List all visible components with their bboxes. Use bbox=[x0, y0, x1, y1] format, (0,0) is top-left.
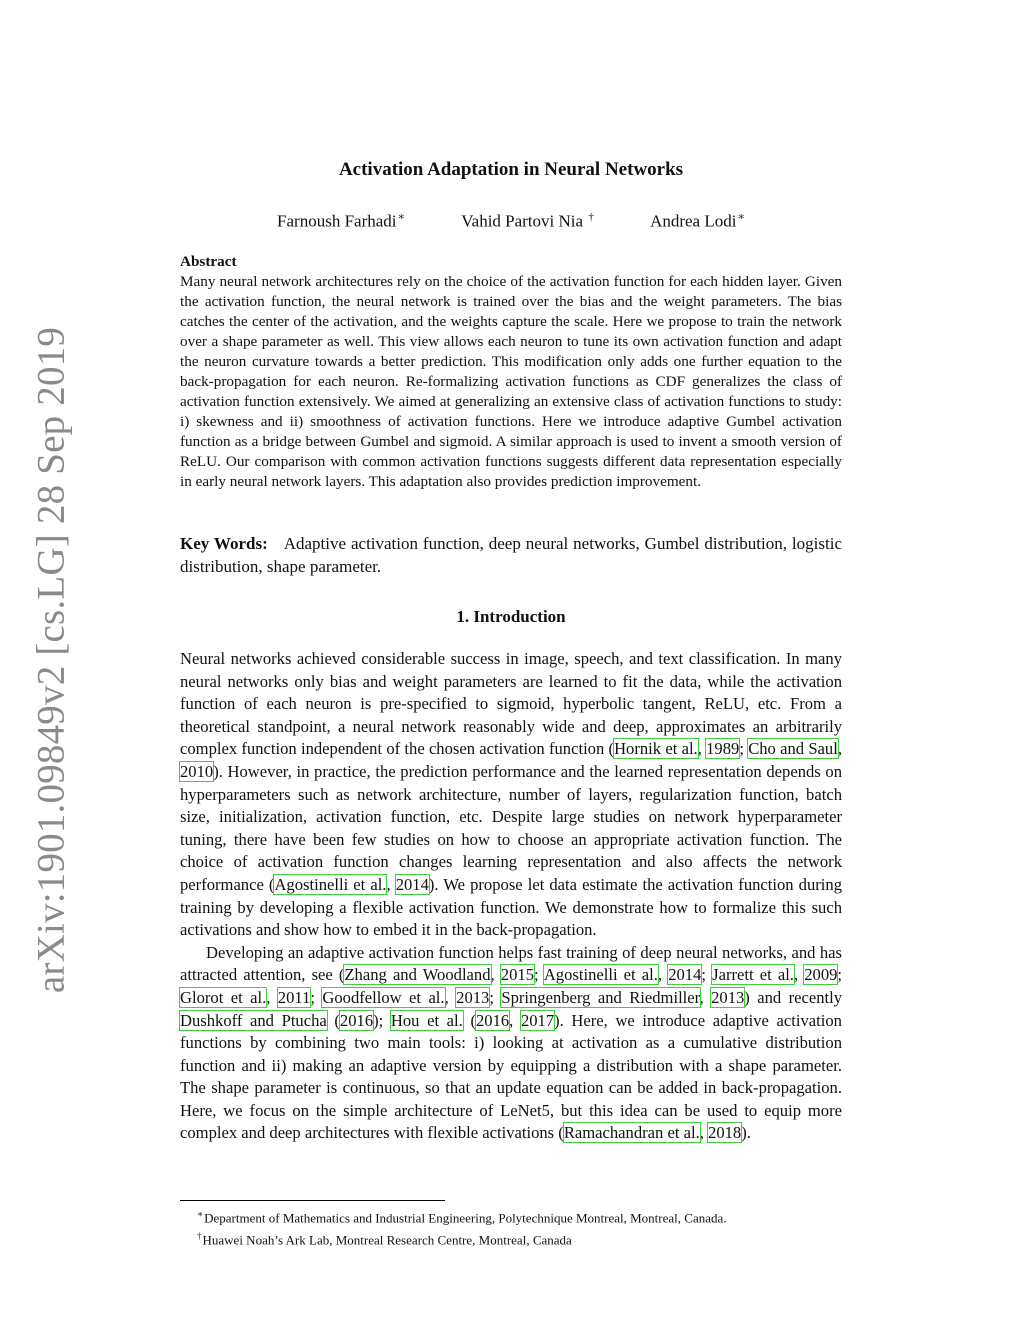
author-1 bbox=[277, 210, 405, 232]
text-run: , bbox=[386, 874, 396, 894]
paper-title: Activation Adaptation in Neural Networks bbox=[338, 159, 684, 180]
text-run: ( bbox=[326, 1010, 340, 1030]
section-heading-introduction: 1. Introduction bbox=[456, 607, 566, 626]
citation-link[interactable]: 2014 bbox=[668, 965, 702, 985]
citation-link[interactable]: Agostinelli et al. bbox=[543, 965, 658, 985]
arxiv-identifier: arXiv:1901.09849v2 [cs.LG] 28 Sep 2019 bbox=[29, 326, 73, 994]
citation-link[interactable]: 2017 bbox=[520, 1010, 555, 1030]
footnote-text: Department of Mathematics and Industrial Engineering, Polytechnique Montreal, Montreal, Canada. bbox=[204, 1210, 727, 1226]
citation-link[interactable]: 2013 bbox=[456, 987, 490, 1007]
citation-link[interactable]: 2010 bbox=[180, 761, 214, 781]
author-3 bbox=[650, 210, 745, 232]
text-run: , bbox=[509, 1010, 521, 1030]
footnote-mark: ∗ bbox=[197, 1209, 204, 1219]
keywords-text: Adaptive activation function, deep neural networks, Gumbel distribution, logistic distribution, shape parameter. bbox=[180, 534, 842, 576]
text-run: ). However, in practice, the prediction performance and the learned representation depends on hyperparameters such as network architecture, number of layers, regularization function, batch size, initialization, activation function, etc. Despite large studies on network hyperparameter tuning, there have been few studies on how to choose an appropriate activation function. The choice of activation function changes learning representation and also affects the network performance ( bbox=[180, 761, 842, 894]
text-run: , bbox=[490, 965, 501, 985]
footnotes bbox=[180, 1205, 900, 1250]
text-run: ; bbox=[533, 965, 544, 985]
abstract-heading: Abstract bbox=[180, 253, 237, 270]
citation-link[interactable]: Jarrett et al. bbox=[712, 965, 794, 985]
text-run: , bbox=[444, 987, 457, 1007]
text-run: , bbox=[266, 987, 278, 1007]
text-run: ; bbox=[837, 965, 843, 985]
citation-link[interactable]: Springenberg and Riedmiller bbox=[501, 987, 700, 1007]
citation-link[interactable]: Glorot et al. bbox=[180, 987, 267, 1007]
introduction-body bbox=[180, 648, 842, 1145]
footnote-2 bbox=[180, 1227, 900, 1249]
footnote-rule bbox=[180, 1200, 445, 1201]
text-run: ; bbox=[489, 987, 502, 1007]
text-run: ; bbox=[310, 987, 323, 1007]
text-run: ) and recently bbox=[744, 987, 843, 1007]
text-run: ). Here, we introduce adaptive activation functions by combining two main tools: i) looking at activation as a cumulative distribution function and ii) making an adaptive version by equipping a distribution with a shape parameter. The shape parameter is continuous, so that an update equation can be added in back-propagation. Here, we focus on the simple architecture of LeNet5, but this idea can be used to equip more complex and deep architectures with flexible activations ( bbox=[180, 1010, 842, 1143]
citation-link[interactable]: Hornik et al. bbox=[614, 739, 698, 759]
text-run: ; bbox=[739, 739, 749, 759]
citation-link[interactable]: 2009 bbox=[804, 965, 838, 985]
text-run: ; bbox=[701, 965, 713, 985]
citation-link[interactable]: Goodfellow et al. bbox=[322, 987, 445, 1007]
text-run: ). We propose let data estimate the activation function during training by developing a flexible activation function. We demonstrate how to formalize this such activations and show how to embed it in the back-propagation. bbox=[180, 874, 843, 940]
author-affiliation-mark: † bbox=[588, 211, 594, 223]
citation-link[interactable]: Zhang and Woodland bbox=[344, 965, 491, 985]
paragraph-2 bbox=[180, 942, 842, 1145]
author-2 bbox=[461, 211, 594, 232]
citation-link[interactable]: Hou et al. bbox=[390, 1010, 463, 1030]
text-run: , bbox=[837, 739, 842, 759]
footnote-mark: † bbox=[197, 1231, 202, 1242]
citation-link[interactable]: 2014 bbox=[395, 874, 429, 894]
citation-link[interactable]: 2013 bbox=[711, 987, 745, 1007]
keywords bbox=[180, 533, 842, 578]
abstract bbox=[180, 252, 842, 492]
author-name: Vahid Partovi Nia bbox=[461, 211, 584, 231]
text-run: Neural networks achieved considerable success in image, speech, and text classification. In many neural networks only bias and weight parameters are learned to fit the data, while the activation function of each neuron is pre-specified to sigmoid, hyperbolic tangent, ReLU, etc. From a theoretical standpoint, a neural network reasonably wide and deep, approximates an arbitrarily complex function independent of the chosen activation function ( bbox=[180, 649, 842, 759]
footnote-text: Huawei Noah’s Ark Lab, Montreal Research Centre, Montreal, Canada bbox=[202, 1232, 572, 1248]
citation-link[interactable]: 2016 bbox=[475, 1010, 510, 1030]
text-run: , bbox=[699, 987, 712, 1007]
text-run: , bbox=[697, 739, 707, 759]
text-run: , bbox=[657, 965, 669, 985]
text-run: Developing an adaptive activation function helps fast training of deep neural networks, and has attracted attention, see ( bbox=[180, 942, 842, 985]
footnote-1 bbox=[180, 1205, 900, 1227]
citation-link[interactable]: 2018 bbox=[708, 1123, 742, 1143]
abstract-text: Many neural network architectures rely on the choice of the activation function for each hidden layer. Given the activation function, the neural network is trained over the bias and the weight parameters. The bias catches the center of the activation, and the weights capture the scale. Here we propose to train the network over a shape parameter as well. This view allows each neuron to tune its own activation function and adapt the neuron curvature towards a better prediction. This modification only adds one further equation to the back-propagation for each neuron. Re-formalizing activation functions as CDF generalizes the class of activation function extensively. We aimed at generalizing an extensive class of activation functions to study: i) skewness and ii) smoothness of activation functions. Here we introduce adaptive Gumbel activation function as a bridge between Gumbel and sigmoid. A similar approach is used to invent a smooth version of ReLU. Our comparison with common activation functions suggests different data representation especially in early neural network layers. This adaptation also provides prediction improvement. bbox=[180, 273, 842, 490]
author-affiliation-mark: ∗ bbox=[737, 211, 745, 223]
author-name: Farnoush Farhadi bbox=[277, 211, 397, 231]
citation-link[interactable]: Cho and Saul bbox=[748, 739, 838, 759]
citation-link[interactable]: Dushkoff and Ptucha bbox=[180, 1010, 327, 1030]
citation-link[interactable]: Agostinelli et al. bbox=[274, 874, 387, 894]
citation-link[interactable]: 2015 bbox=[500, 965, 534, 985]
paragraph-1 bbox=[180, 648, 842, 942]
author-affiliation-mark: ∗ bbox=[397, 211, 405, 223]
text-run: , bbox=[699, 1123, 709, 1143]
author-name: Andrea Lodi bbox=[650, 211, 737, 231]
arxiv-sidebar bbox=[29, 326, 73, 994]
citation-link[interactable]: Ramachandran et al. bbox=[563, 1123, 700, 1143]
text-run: , bbox=[793, 965, 805, 985]
keywords-label: Key Words: bbox=[180, 534, 268, 553]
author-list bbox=[180, 210, 842, 232]
text-run: ). bbox=[741, 1123, 751, 1143]
citation-link[interactable]: 1989 bbox=[706, 739, 740, 759]
text-run: ( bbox=[462, 1010, 476, 1030]
citation-link[interactable]: 2011 bbox=[277, 987, 311, 1007]
text-run: ); bbox=[373, 1010, 391, 1030]
citation-link[interactable]: 2016 bbox=[339, 1010, 374, 1030]
